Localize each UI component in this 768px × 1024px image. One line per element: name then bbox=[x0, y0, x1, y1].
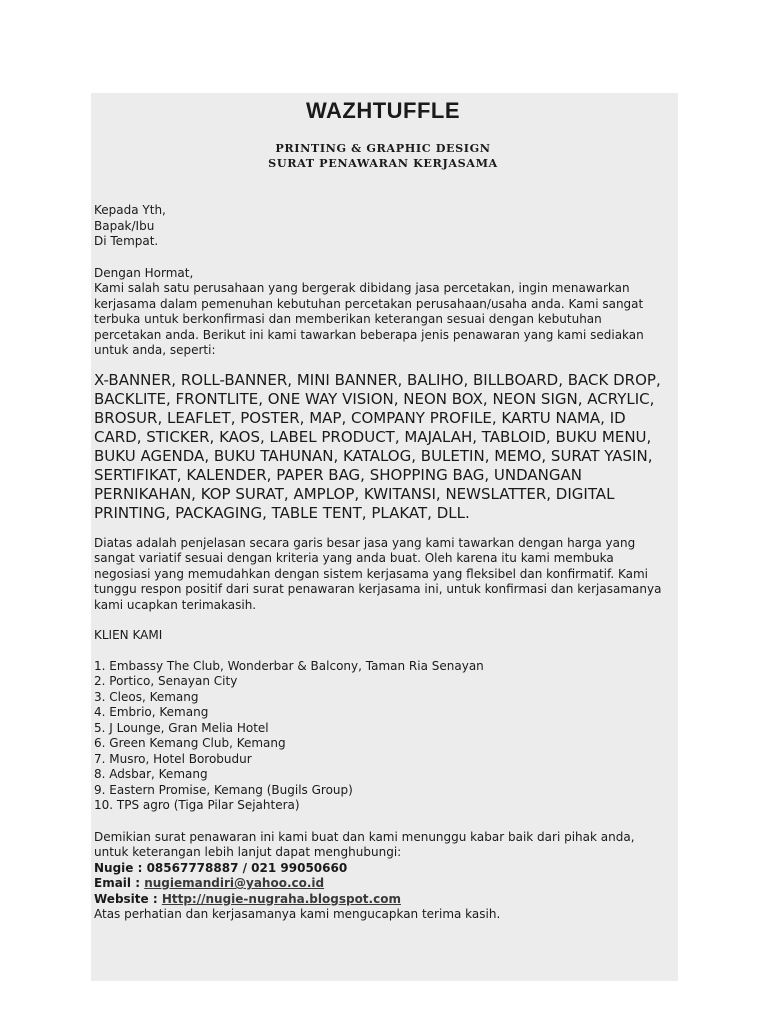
email-link[interactable]: nugiemandiri@yahoo.co.id bbox=[144, 876, 325, 890]
klien-item: 10. TPS agro (Tiga Pilar Sejahtera) bbox=[94, 798, 300, 812]
klien-item: 1. Embassy The Club, Wonderbar & Balcony, Taman Ria Senayan bbox=[94, 658, 484, 673]
closing-block bbox=[94, 830, 672, 923]
closing-paragraph: Demikian surat penawaran ini kami buat dan kami menunggu kabar baik dari pihak anda, untuk keterangan lebih lanjut dapat menghubungi: bbox=[94, 829, 635, 859]
klien-item: 3. Cleos, Kemang bbox=[94, 689, 199, 704]
email-label: Email : bbox=[94, 876, 145, 890]
klien-item: 8. Adsbar, Kemang bbox=[94, 767, 208, 781]
greeting-block bbox=[94, 203, 672, 250]
subtitle-line-2: SURAT PENAWARAN KERJASAMA bbox=[268, 156, 498, 170]
thanks-line: Atas perhatian dan kerjasamanya kami mengucapkan terima kasih. bbox=[94, 907, 501, 921]
klien-item: 7. Musro, Hotel Borobudur bbox=[94, 751, 252, 766]
description-paragraph: Diatas adalah penjelasan secara garis besar jasa yang kami tawarkan dengan harga yang sangat variatif sesuai dengan kriteria yang anda buat. Oleh karena itu kami membuka negosiasi yang memudahkan dengan sistem kerjasama yang fleksibel dan konfirmatif. Kami tunggu respon positif dari surat penawaran kerjasama ini, untuk konfirmasi dan kerjasamanya kami ucapkan terimakasih. bbox=[94, 535, 662, 612]
contact-website-row bbox=[94, 892, 672, 908]
klien-item: 9. Eastern Promise, Kemang (Bugils Group) bbox=[94, 782, 353, 797]
opening-paragraph: Kami salah satu perusahaan yang bergerak dibidang jasa percetakan, ingin menawarkan kerjasama dalam pemenuhan kebutuhan percetakan perusahaan/usaha anda. Kami sangat terbuka untuk berkonfirmasi dan memberikan keterangan sesuai dengan kebutuhan percetakan anda. Berikut ini kami tawarkan beberapa jenis penawaran yang kami sediakan untuk anda, seperti: bbox=[94, 281, 644, 357]
greeting-line-3: Di Tempat. bbox=[94, 234, 159, 248]
letter-subtitle bbox=[94, 141, 672, 171]
klien-item: 2. Portico, Senayan City bbox=[94, 674, 238, 688]
klien-item: 4. Embrio, Kemang bbox=[94, 705, 209, 719]
klien-item: 6. Green Kemang Club, Kemang bbox=[94, 736, 286, 750]
services-list: X-BANNER, ROLL-BANNER, MINI BANNER, BALIHO, BILLBOARD, BACK DROP, BACKLITE, FRONTLITE, ONE WAY VISION, NEON BOX, NEON SIGN, ACRYLIC, BROSUR, LEAFLET, POSTER, MAP, COMPANY PROFILE, KARTU NAMA, ID CARD, STICKER, KAOS, LABEL PRODUCT, MAJALAH, TABLOID, BUKU MENU, BUKU AGENDA, BUKU TAHUNAN, KATALOG, BULETIN, MEMO, SURAT YASIN, SERTIFIKAT, KALENDER, PAPER BAG, SHOPPING BAG, UNDANGAN PERNIKAHAN, KOP SURAT, AMPLOP, KWITANSI, NEWSLATTER, DIGITAL PRINTING, PACKAGING, TABLE TENT, PLAKAT, DLL. bbox=[94, 370, 661, 522]
website-link[interactable]: Http://nugie-nugraha.blogspot.com bbox=[161, 891, 401, 906]
website-label: Website : bbox=[94, 891, 162, 906]
greeting-line-1: Kepada Yth, bbox=[94, 203, 166, 217]
greeting-line-2: Bapak/Ibu bbox=[94, 218, 155, 233]
klien-heading: KLIEN KAMI bbox=[94, 628, 163, 642]
opening-block bbox=[94, 266, 672, 359]
contact-phone: Nugie : 08567778887 / 021 99050660 bbox=[94, 860, 348, 875]
company-title: WAZHTUFFLE bbox=[305, 98, 461, 123]
contact-email-row bbox=[94, 876, 672, 892]
salutation: Dengan Hormat, bbox=[94, 265, 194, 280]
subtitle-line-1: PRINTING & GRAPHIC DESIGN bbox=[275, 141, 491, 155]
klien-item: 5. J Lounge, Gran Melia Hotel bbox=[94, 720, 269, 735]
letter-page bbox=[91, 93, 678, 981]
klien-list bbox=[94, 659, 672, 814]
